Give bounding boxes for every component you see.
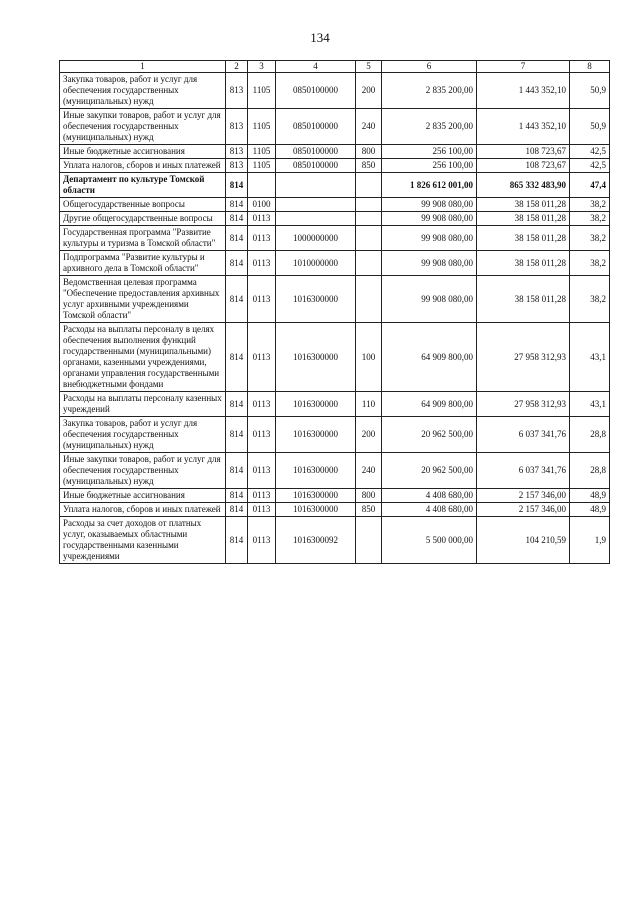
table-row bbox=[60, 503, 610, 517]
row-admin-code: 814 bbox=[226, 212, 248, 226]
row-expense-type: 200 bbox=[356, 417, 382, 453]
row-planned-amount: 20 962 500,00 bbox=[382, 453, 477, 489]
table-row bbox=[60, 198, 610, 212]
row-executed-amount: 108 723,67 bbox=[477, 159, 570, 173]
row-section-code: 1105 bbox=[248, 109, 276, 145]
row-expense-type: 800 bbox=[356, 145, 382, 159]
row-admin-code: 814 bbox=[226, 251, 248, 276]
row-planned-amount: 99 908 080,00 bbox=[382, 226, 477, 251]
row-admin-code: 813 bbox=[226, 145, 248, 159]
row-target-code: 1016300000 bbox=[276, 392, 356, 417]
row-section-code: 0113 bbox=[248, 276, 276, 323]
row-target-code: 1016300000 bbox=[276, 276, 356, 323]
row-target-code: 0850100000 bbox=[276, 109, 356, 145]
row-target-code bbox=[276, 212, 356, 226]
row-execution-percent: 48,9 bbox=[570, 503, 610, 517]
row-name: Уплата налогов, сборов и иных платежей bbox=[60, 503, 226, 517]
row-name: Государственная программа "Развитие культуры и туризма в Томской области" bbox=[60, 226, 226, 251]
row-expense-type: 110 bbox=[356, 392, 382, 417]
table-row bbox=[60, 109, 610, 145]
row-executed-amount: 1 443 352,10 bbox=[477, 109, 570, 145]
row-target-code: 1016300000 bbox=[276, 489, 356, 503]
row-name: Ведомственная целевая программа "Обеспечение предоставления архивных услуг архивными учреждениями Томской области" bbox=[60, 276, 226, 323]
row-execution-percent: 50,9 bbox=[570, 109, 610, 145]
row-expense-type bbox=[356, 226, 382, 251]
row-name: Расходы на выплаты персоналу в целях обеспечения выполнения функций государственными (муниципальными) органами, казенными учреждениями, органами управления государственными внебюджетными фондами bbox=[60, 323, 226, 392]
row-execution-percent: 28,8 bbox=[570, 417, 610, 453]
row-expense-type bbox=[356, 276, 382, 323]
row-executed-amount: 2 157 346,00 bbox=[477, 503, 570, 517]
row-planned-amount: 4 408 680,00 bbox=[382, 503, 477, 517]
row-executed-amount: 6 037 341,76 bbox=[477, 417, 570, 453]
table-row bbox=[60, 517, 610, 564]
row-planned-amount: 256 100,00 bbox=[382, 159, 477, 173]
column-header: 3 bbox=[248, 61, 276, 73]
row-name: Иные бюджетные ассигнования bbox=[60, 145, 226, 159]
row-planned-amount: 4 408 680,00 bbox=[382, 489, 477, 503]
row-executed-amount: 6 037 341,76 bbox=[477, 453, 570, 489]
row-target-code: 1016300000 bbox=[276, 503, 356, 517]
row-name: Закупка товаров, работ и услуг для обеспечения государственных (муниципальных) нужд bbox=[60, 73, 226, 109]
row-admin-code: 814 bbox=[226, 417, 248, 453]
row-target-code: 1016300000 bbox=[276, 417, 356, 453]
row-expense-type: 100 bbox=[356, 323, 382, 392]
row-section-code: 0113 bbox=[248, 489, 276, 503]
row-name: Расходы за счет доходов от платных услуг, оказываемых областными государственными казенными учреждениями bbox=[60, 517, 226, 564]
row-planned-amount: 99 908 080,00 bbox=[382, 276, 477, 323]
row-executed-amount: 865 332 483,90 bbox=[477, 173, 570, 198]
row-admin-code: 814 bbox=[226, 323, 248, 392]
row-planned-amount: 1 826 612 001,00 bbox=[382, 173, 477, 198]
page-number: 134 bbox=[310, 30, 330, 45]
table-row bbox=[60, 251, 610, 276]
row-section-code: 0113 bbox=[248, 226, 276, 251]
row-admin-code: 814 bbox=[226, 503, 248, 517]
row-target-code: 0850100000 bbox=[276, 145, 356, 159]
table-row bbox=[60, 489, 610, 503]
row-execution-percent: 50,9 bbox=[570, 73, 610, 109]
row-target-code: 0850100000 bbox=[276, 73, 356, 109]
row-target-code: 0850100000 bbox=[276, 159, 356, 173]
row-target-code: 1016300000 bbox=[276, 453, 356, 489]
row-execution-percent: 42,5 bbox=[570, 145, 610, 159]
column-header: 5 bbox=[356, 61, 382, 73]
table-row bbox=[60, 392, 610, 417]
row-execution-percent: 28,8 bbox=[570, 453, 610, 489]
row-expense-type: 200 bbox=[356, 73, 382, 109]
row-target-code: 1016300000 bbox=[276, 323, 356, 392]
row-planned-amount: 256 100,00 bbox=[382, 145, 477, 159]
row-planned-amount: 64 909 800,00 bbox=[382, 392, 477, 417]
row-expense-type: 800 bbox=[356, 489, 382, 503]
row-execution-percent: 43,1 bbox=[570, 392, 610, 417]
table-row bbox=[60, 145, 610, 159]
row-target-code: 1000000000 bbox=[276, 226, 356, 251]
row-expense-type bbox=[356, 173, 382, 198]
row-planned-amount: 99 908 080,00 bbox=[382, 212, 477, 226]
row-admin-code: 813 bbox=[226, 73, 248, 109]
row-target-code bbox=[276, 198, 356, 212]
row-executed-amount: 38 158 011,28 bbox=[477, 198, 570, 212]
table-row bbox=[60, 73, 610, 109]
row-admin-code: 814 bbox=[226, 392, 248, 417]
row-execution-percent: 42,5 bbox=[570, 159, 610, 173]
row-planned-amount: 99 908 080,00 bbox=[382, 251, 477, 276]
row-execution-percent: 38,2 bbox=[570, 276, 610, 323]
row-section-code: 0113 bbox=[248, 323, 276, 392]
row-section-code: 1105 bbox=[248, 145, 276, 159]
table-body bbox=[60, 73, 610, 564]
row-executed-amount: 38 158 011,28 bbox=[477, 226, 570, 251]
table-row bbox=[60, 417, 610, 453]
table-row bbox=[60, 276, 610, 323]
row-target-code: 1016300092 bbox=[276, 517, 356, 564]
row-admin-code: 814 bbox=[226, 517, 248, 564]
row-execution-percent: 1,9 bbox=[570, 517, 610, 564]
row-section-code: 0113 bbox=[248, 517, 276, 564]
row-name: Иные бюджетные ассигнования bbox=[60, 489, 226, 503]
row-section-code: 0100 bbox=[248, 198, 276, 212]
table-row bbox=[60, 323, 610, 392]
row-name: Общегосударственные вопросы bbox=[60, 198, 226, 212]
row-execution-percent: 48,9 bbox=[570, 489, 610, 503]
row-executed-amount: 108 723,67 bbox=[477, 145, 570, 159]
row-planned-amount: 2 835 200,00 bbox=[382, 109, 477, 145]
column-header: 6 bbox=[382, 61, 477, 73]
row-executed-amount: 27 958 312,93 bbox=[477, 392, 570, 417]
row-name: Другие общегосударственные вопросы bbox=[60, 212, 226, 226]
row-admin-code: 814 bbox=[226, 226, 248, 251]
row-section-code: 0113 bbox=[248, 251, 276, 276]
table-row bbox=[60, 173, 610, 198]
row-name: Департамент по культуре Томской области bbox=[60, 173, 226, 198]
row-admin-code: 814 bbox=[226, 453, 248, 489]
row-expense-type: 850 bbox=[356, 503, 382, 517]
row-execution-percent: 38,2 bbox=[570, 251, 610, 276]
row-section-code: 0113 bbox=[248, 503, 276, 517]
column-header: 2 bbox=[226, 61, 248, 73]
table-header-row bbox=[60, 61, 610, 73]
row-executed-amount: 1 443 352,10 bbox=[477, 73, 570, 109]
table-row bbox=[60, 226, 610, 251]
row-name: Подпрограмма "Развитие культуры и архивного дела в Томской области" bbox=[60, 251, 226, 276]
row-planned-amount: 5 500 000,00 bbox=[382, 517, 477, 564]
row-executed-amount: 38 158 011,28 bbox=[477, 251, 570, 276]
row-admin-code: 813 bbox=[226, 109, 248, 145]
row-section-code: 0113 bbox=[248, 392, 276, 417]
row-executed-amount: 38 158 011,28 bbox=[477, 276, 570, 323]
row-admin-code: 814 bbox=[226, 489, 248, 503]
row-admin-code: 814 bbox=[226, 173, 248, 198]
row-name: Уплата налогов, сборов и иных платежей bbox=[60, 159, 226, 173]
row-planned-amount: 20 962 500,00 bbox=[382, 417, 477, 453]
row-section-code: 1105 bbox=[248, 159, 276, 173]
row-execution-percent: 38,2 bbox=[570, 212, 610, 226]
row-execution-percent: 38,2 bbox=[570, 198, 610, 212]
row-executed-amount: 104 210,59 bbox=[477, 517, 570, 564]
row-admin-code: 814 bbox=[226, 276, 248, 323]
row-name: Расходы на выплаты персоналу казенных учреждений bbox=[60, 392, 226, 417]
column-header: 1 bbox=[60, 61, 226, 73]
row-planned-amount: 2 835 200,00 bbox=[382, 73, 477, 109]
row-expense-type: 240 bbox=[356, 109, 382, 145]
row-expense-type bbox=[356, 251, 382, 276]
row-section-code: 0113 bbox=[248, 417, 276, 453]
row-execution-percent: 38,2 bbox=[570, 226, 610, 251]
row-expense-type: 240 bbox=[356, 453, 382, 489]
column-header: 4 bbox=[276, 61, 356, 73]
table-row bbox=[60, 159, 610, 173]
row-expense-type bbox=[356, 517, 382, 564]
row-executed-amount: 38 158 011,28 bbox=[477, 212, 570, 226]
row-target-code bbox=[276, 173, 356, 198]
row-executed-amount: 27 958 312,93 bbox=[477, 323, 570, 392]
row-name: Иные закупки товаров, работ и услуг для обеспечения государственных (муниципальных) нужд bbox=[60, 453, 226, 489]
row-expense-type bbox=[356, 212, 382, 226]
row-admin-code: 814 bbox=[226, 198, 248, 212]
table-row bbox=[60, 212, 610, 226]
row-section-code: 0113 bbox=[248, 212, 276, 226]
column-header: 7 bbox=[477, 61, 570, 73]
row-target-code: 1010000000 bbox=[276, 251, 356, 276]
row-expense-type bbox=[356, 198, 382, 212]
row-section-code: 0113 bbox=[248, 453, 276, 489]
row-admin-code: 813 bbox=[226, 159, 248, 173]
row-section-code: 1105 bbox=[248, 73, 276, 109]
row-executed-amount: 2 157 346,00 bbox=[477, 489, 570, 503]
row-name: Закупка товаров, работ и услуг для обеспечения государственных (муниципальных) нужд bbox=[60, 417, 226, 453]
row-section-code bbox=[248, 173, 276, 198]
table-row bbox=[60, 453, 610, 489]
row-execution-percent: 47,4 bbox=[570, 173, 610, 198]
column-header: 8 bbox=[570, 61, 610, 73]
row-execution-percent: 43,1 bbox=[570, 323, 610, 392]
row-planned-amount: 64 909 800,00 bbox=[382, 323, 477, 392]
row-name: Иные закупки товаров, работ и услуг для обеспечения государственных (муниципальных) нужд bbox=[60, 109, 226, 145]
row-planned-amount: 99 908 080,00 bbox=[382, 198, 477, 212]
row-expense-type: 850 bbox=[356, 159, 382, 173]
budget-table bbox=[59, 60, 610, 564]
